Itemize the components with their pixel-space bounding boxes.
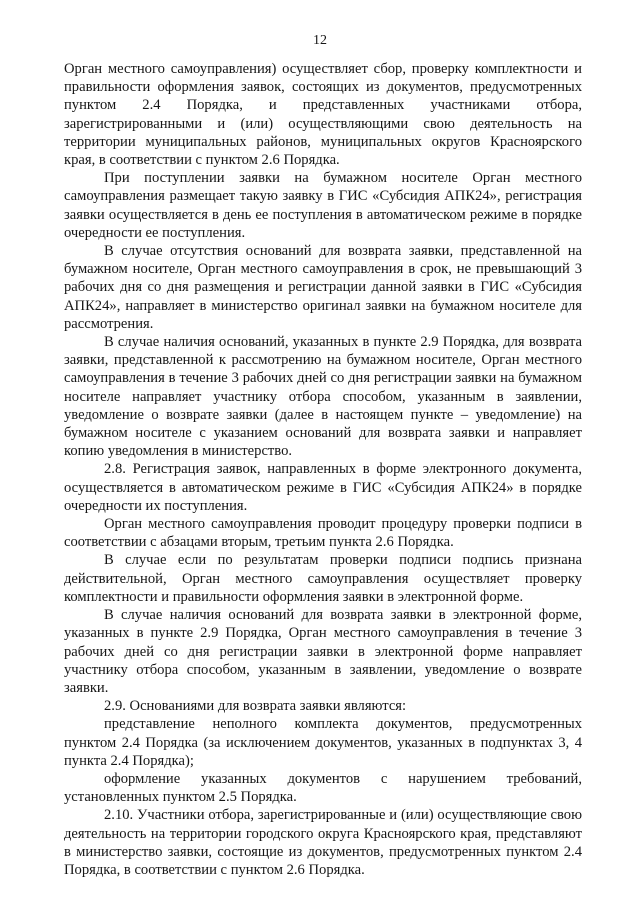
paragraph-2-10: 2.10. Участники отбора, зарегистрированные и (или) осуществляющие свою деятельность на территории городского округа Красноярского края, представляют в министерство заявки, состоящие из документов, предусмотренных пунктом 2.4 Порядка, в соответствии с пунктом 2.6 Порядка.	[64, 807, 582, 878]
paragraph-signature-valid: В случае если по результатам проверки подписи подпись признана действительной, Орган местного самоуправления осуществляет проверку комплектности и правильности оформления заявки в электронной форме.	[64, 552, 582, 605]
paragraph-incomplete-set: представление неполного комплекта документов, предусмотренных пунктом 2.4 Порядка (за исключением документов, указанных в подпунктах 3, 4 пункта 2.4 Порядка);	[64, 716, 582, 769]
page-number: 12	[313, 33, 327, 48]
document-body	[64, 60, 582, 879]
paragraph-violation: оформление указанных документов с нарушением требований, установленных пунктом 2.5 Порядка.	[64, 770, 582, 806]
paragraph-2-8: 2.8. Регистрация заявок, направленных в форме электронного документа, осуществляется в автоматическом режиме в ГИС «Субсидия АПК24» в порядке очередности их поступления.	[64, 461, 582, 514]
paragraph-continuation: Орган местного самоуправления) осуществляет сбор, проверку комплектности и правильности оформления заявок, состоящих из документов, предусмотренных пунктом 2.4 Порядка, и представленных участниками отбора, зарегистрированными и (или) осуществляющими свою деятельность на территории муниципальных районов, муниципальных округов Красноярского края, в соответствии с пунктом 2.6 Порядка.	[64, 61, 582, 169]
paragraph-return-grounds-paper: В случае наличия оснований, указанных в пункте 2.9 Порядка, для возврата заявки, представленной к рассмотрению на бумажном носителе, Орган местного самоуправления в течение 3 рабочих дней со дня регистрации заявки на бумажном носителе направляет участнику отбора способом, указанным в заявлении, уведомление о возврате заявки (далее в настоящем пункте – уведомление) на бумажном носителе с указанием оснований для возврата заявки и направляет копию уведомления в министерство.	[64, 334, 582, 460]
paragraph-no-return-grounds: В случае отсутствия оснований для возврата заявки, представленной на бумажном носителе, Орган местного самоуправления в срок, не превышающий 3 рабочих дня со дня размещения и регистрации данной заявки в ГИС «Субсидия АПК24», направляет в министерство оригинал заявки на бумажном носителе для рассмотрения.	[64, 243, 582, 332]
paragraph-signature-check: Орган местного самоуправления проводит процедуру проверки подписи в соответствии с абзацами вторым, третьим пункта 2.6 Порядка.	[64, 516, 582, 551]
paragraph-return-grounds-electronic: В случае наличия оснований для возврата заявки в электронной форме, указанных в пункте 2.9 Порядка, Орган местного самоуправления в течение 3 рабочих дней со дня регистрации заявки в электронной форме направляет участнику отбора способом, указанным в заявлении, уведомление о возврате заявки.	[64, 607, 582, 696]
paragraph-2-9: 2.9. Основаниями для возврата заявки являются:	[104, 698, 407, 715]
paragraph-paper-submission: При поступлении заявки на бумажном носителе Орган местного самоуправления размещает такую заявку в ГИС «Субсидия АПК24», регистрация заявки осуществляется в день ее поступления в автоматическом режиме в порядке очередности ее поступления.	[64, 170, 582, 241]
